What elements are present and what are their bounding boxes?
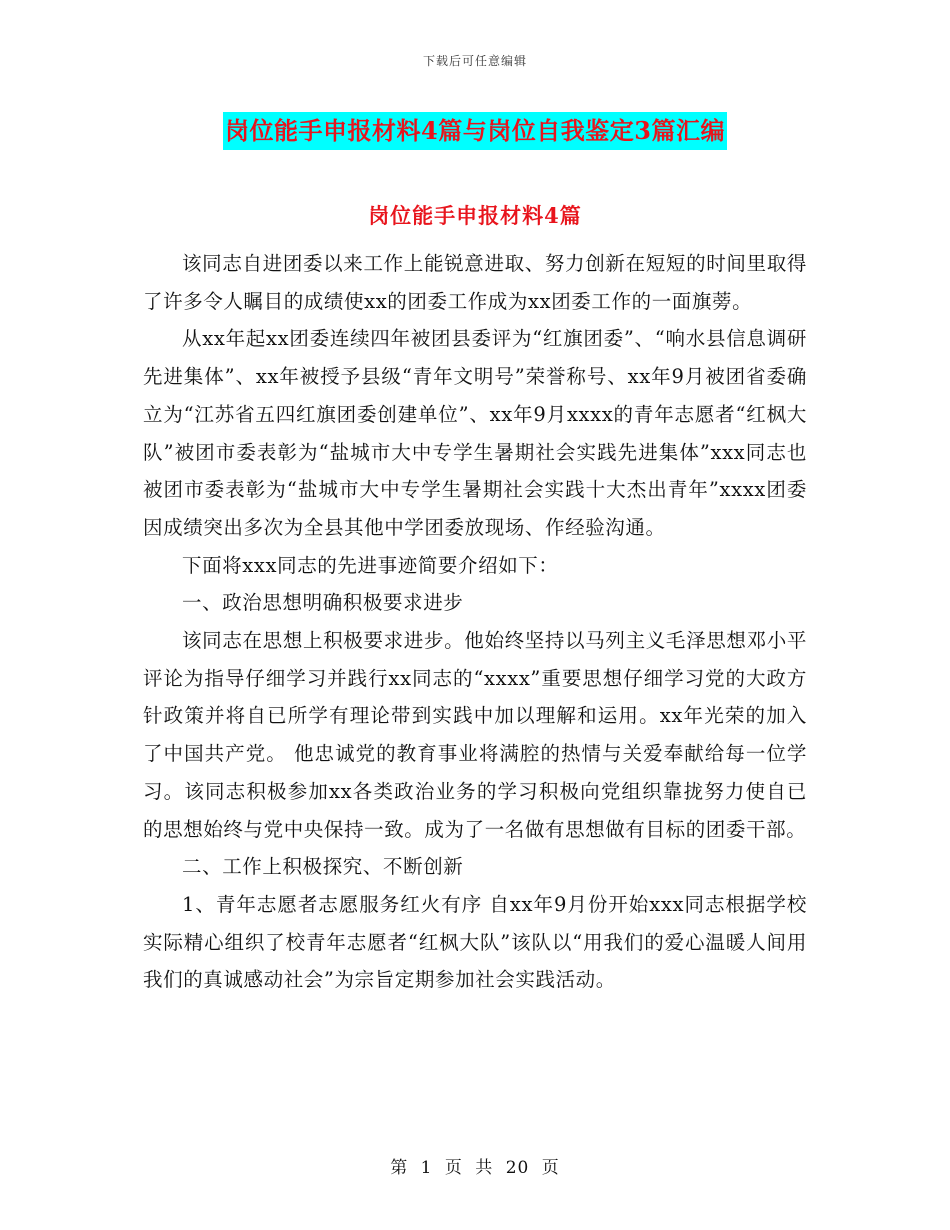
paragraph: 该同志自进团委以来工作上能锐意进取、努力创新在短短的时间里取得了许多令人瞩目的成绩使xx的团委工作成为xx团委工作的一面旗蒡。: [143, 252, 807, 313]
paragraph: 该同志在思想上积极要求进步。他始终坚持以马列主义毛泽思想邓小平评论为指导仔细学习并践行xx同志的“xxxx”重要思想仔细学习党的大政方针政策并将自已所学有理论带到实践中加以理解和运用。xx年光荣的加入了中国共产党。 他忠诚党的教育事业将满腔的热情与关爱奉献给每一位学习。该同志积极参加xx各类政治业务的学习积极向党组织靠拢努力使自已的思想始终与党中央保持一致。成为了一名做有思想做有目标的团委干部。: [143, 629, 807, 841]
paragraph: 1、青年志愿者志愿服务红火有序 自xx年9月份开始xxx同志根据学校实际精心组织了校青年志愿者“红枫大队”该队以“用我们的爱心温暖人间用我们的真诚感动社会”为宗旨定期参加社会实践活动。: [143, 892, 807, 992]
paragraph-heading: 二、工作上积极探究、不断创新: [182, 855, 464, 879]
document-body: [143, 245, 807, 999]
header-note: 下载后可任意编辑: [422, 54, 527, 68]
paragraph: 从xx年起xx团委连续四年被团县委评为“红旗团委”、“响水县信息调研先进集体”、xx年被授予县级“青年文明号”荣誉称号、xx年9月被团省委确立为“江苏省五四红旗团委创建单位”、xx年9月xxxx的青年志愿者“红枫大队”被团市委表彰为“盐城市大中专学生暑期社会实践先进集体”xxx同志也被团市委表彰为“盐城市大中专学生暑期社会实践十大杰出青年”xxxx团委因成绩突出多次为全县其他中学团委放现场、作经验沟通。: [143, 327, 807, 539]
paragraph: 下面将xxx同志的先进事迹简要介绍如下：: [182, 553, 559, 577]
paragraph-heading: 一、政治思想明确积极要求进步: [182, 591, 464, 615]
main-title: 岗位能手申报材料4篇与岗位自我鉴定3篇汇编: [223, 112, 727, 150]
section-title: 岗位能手申报材料4篇: [368, 203, 582, 228]
page-number: 第 1 页 共 20 页: [390, 1158, 560, 1178]
main-title-container: [0, 112, 950, 150]
